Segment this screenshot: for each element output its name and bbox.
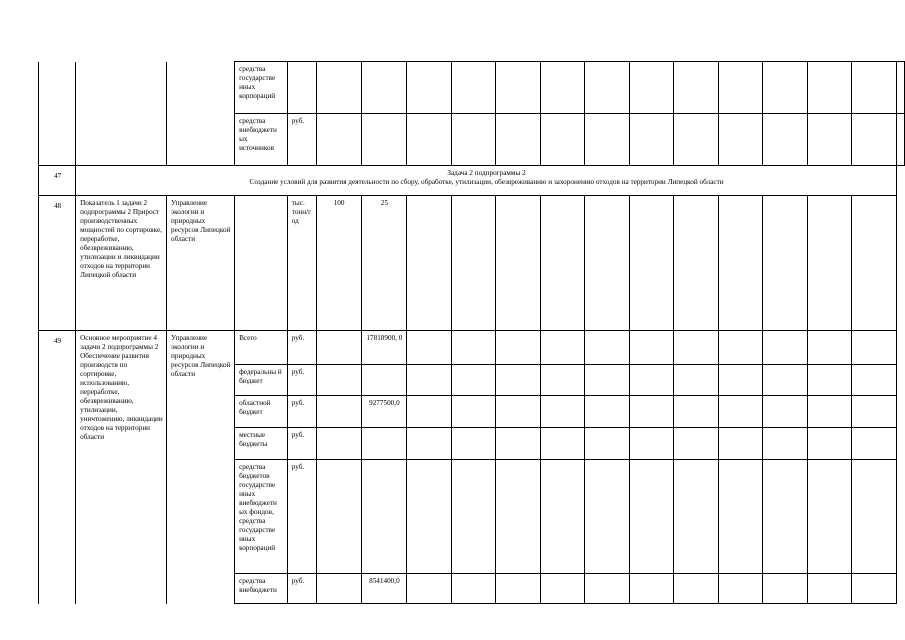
cell-value: 25: [361, 196, 407, 331]
cell-value: 9277500,0: [361, 396, 407, 428]
cell-source: Всего: [235, 331, 288, 365]
cell-value: [361, 428, 407, 460]
cell-value: [316, 365, 361, 396]
cell-value: [316, 428, 361, 460]
cell-unit: руб.: [287, 428, 316, 460]
cell-num: 47: [39, 166, 76, 196]
cell-source: средства бюджетов государстве нных внебюджетн ых фондов, средства государстве нных корпораций: [235, 460, 288, 574]
cell-value: [361, 365, 407, 396]
cell-unit: руб.: [287, 114, 316, 166]
cell-num: 48: [39, 196, 76, 331]
cell-name: Основное мероприятие 4 задачи 2 подпрограммы 2 Обеспечение развития производств по сортировке, использованию, переработке, обезвреживанию, утилизации, уничтожению, ликвидации отходов на территории области: [76, 331, 167, 604]
cell-num: 49: [39, 331, 76, 604]
table-row: [39, 196, 905, 331]
table-row: [39, 166, 905, 196]
task-title-line2: Создание условий для развития деятельности по сбору, обработке, утилизации, обезвреживанию и захоронению отходов на территории Липецкой области: [249, 178, 724, 186]
cell-source: средства государстве нных корпораций: [235, 62, 288, 114]
cell-name: Показатель 1 задачи 2 подпрограммы 2 Прирост производственных мощностей по сортировке, переработке, обезвреживанию, утилизации и ликвидации отходов на территории Липецкой области: [76, 196, 167, 331]
cell-value: [316, 396, 361, 428]
cell-unit: руб.: [287, 460, 316, 574]
cell-value: [361, 460, 407, 574]
cell-num: [39, 62, 76, 166]
cell-executor: [167, 62, 235, 166]
table-row: [39, 62, 905, 114]
table-row: [39, 331, 905, 365]
cell-unit: руб.: [287, 574, 316, 604]
cell-value: [316, 574, 361, 604]
cell-value: 8541400,0: [361, 574, 407, 604]
cell-value: [316, 331, 361, 365]
cell-source: областной бюджет: [235, 396, 288, 428]
cell-name: [76, 62, 167, 166]
cell-unit: руб.: [287, 396, 316, 428]
cell-value: 100: [316, 196, 361, 331]
cell-source: [235, 196, 288, 331]
cell-source: средства внебюджетн ых источников: [235, 114, 288, 166]
cell-unit: тыс. тонн/г од: [287, 196, 316, 331]
cell-unit: руб.: [287, 331, 316, 365]
cell-source: средства внебюджетн: [235, 574, 288, 604]
cell-executor: Управление экологии и природных ресурсов Липецкой области: [167, 196, 235, 331]
program-table: [38, 61, 905, 604]
cell-unit: [287, 62, 316, 114]
cell-source: местные бюджеты: [235, 428, 288, 460]
cell-value: [316, 460, 361, 574]
task-title-line1: Задача 2 подпрограммы 2: [447, 169, 526, 177]
cell-unit: руб.: [287, 365, 316, 396]
cell-source: федеральны й бюджет: [235, 365, 288, 396]
cell-value: 17818900, 0: [361, 331, 407, 365]
task-title: [76, 166, 897, 196]
cell-executor: Управление экологии и природных ресурсов Липецкой области: [167, 331, 235, 604]
